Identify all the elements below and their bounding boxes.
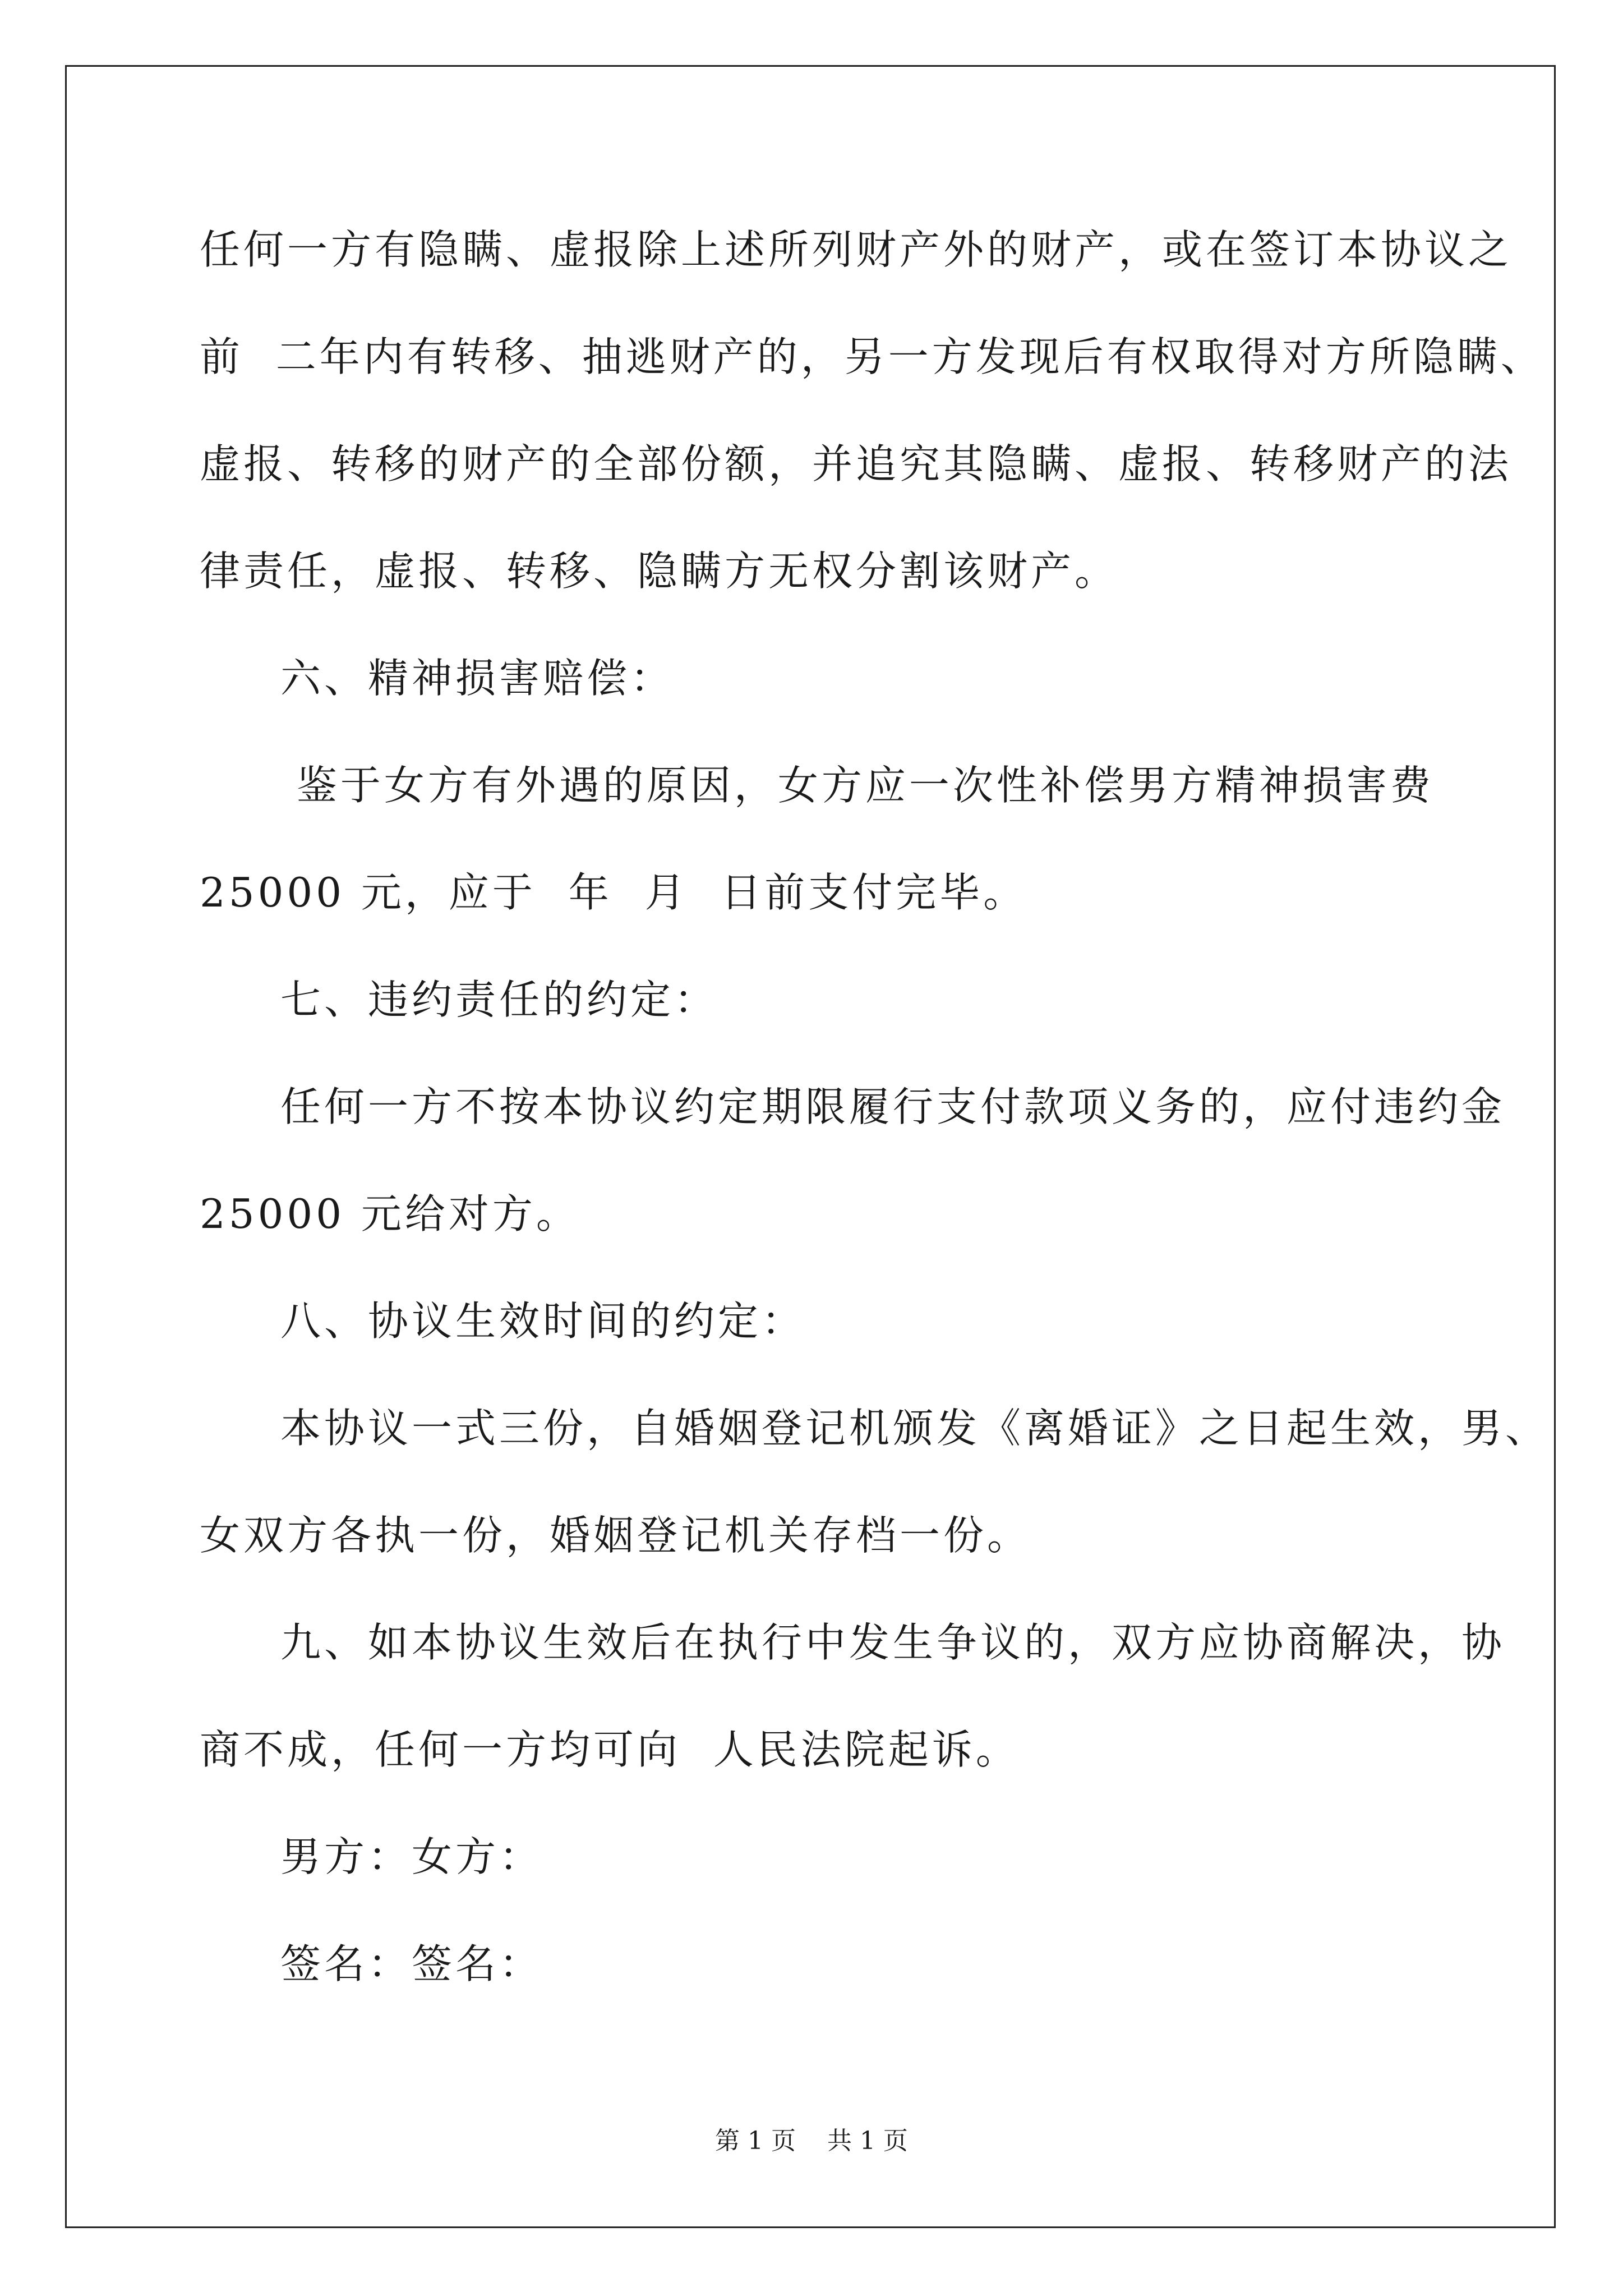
text-line-15: 商不成，任何一方均可向 人民法院起诉。: [200, 1726, 1020, 1773]
text-line-13: 女双方各执一份，婚姻登记机关存档一份。: [200, 1512, 1031, 1559]
text-line-2: 前 二年内有转移、抽逃财产的，另一方发现后有权取得对方所隐瞒、: [200, 333, 1544, 380]
party-labels: 男方：女方：: [280, 1833, 543, 1880]
section-heading-8: 八、协议生效时间的约定：: [280, 1297, 806, 1345]
text-line-3: 虚报、转移的财产的全部份额，并追究其隐瞒、虚报、转移财产的法: [200, 440, 1513, 487]
section-heading-7: 七、违约责任的约定：: [280, 976, 718, 1023]
section-heading-6: 六、精神损害赔偿：: [280, 655, 675, 702]
text-line-7: 25000 元，应于 年 月 日前支付完毕。: [200, 869, 1027, 916]
document-body: [200, 208, 1550, 2029]
text-line-6: 鉴于女方有外遇的原因，女方应一次性补偿男方精神损害费: [280, 762, 1434, 809]
text-line-10: 25000 元给对方。: [200, 1190, 580, 1237]
text-line-4: 律责任，虚报、转移、隐瞒方无权分割该财产。: [200, 547, 1119, 595]
text-line-9: 任何一方不按本协议约定期限履行支付款项义务的，应付违约金: [280, 1083, 1506, 1130]
page-number-footer: 第 1 页 共 1 页: [715, 2127, 908, 2155]
signature-labels: 签名：签名：: [280, 1940, 543, 1987]
text-line-12: 本协议一式三份，自婚姻登记机颁发《离婚证》之日起生效，男、: [280, 1405, 1550, 1452]
section-heading-9: 九、如本协议生效后在执行中发生争议的，双方应协商解决，协: [280, 1619, 1506, 1666]
text-line-1: 任何一方有隐瞒、虚报除上述所列财产外的财产，或在签订本协议之: [200, 226, 1513, 273]
